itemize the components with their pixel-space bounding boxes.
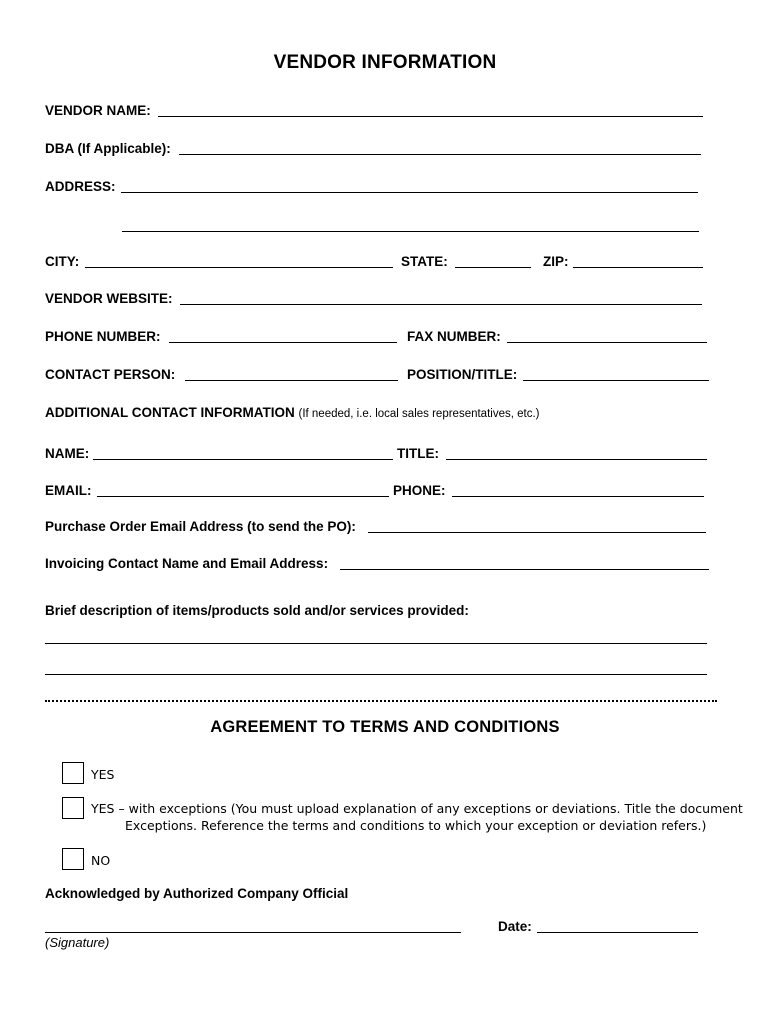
description-label: Brief description of items/products sold and/or services provided:	[45, 603, 469, 618]
contact-person-label: CONTACT PERSON:	[45, 367, 176, 382]
po-email-label: Purchase Order Email Address (to send the PO):	[45, 519, 356, 534]
yes-checkbox[interactable]	[62, 762, 84, 784]
additional-contact-heading	[45, 405, 539, 420]
phone2-field[interactable]	[452, 496, 704, 497]
yes-option-label: YES	[91, 767, 115, 782]
agreement-heading: AGREEMENT TO TERMS AND CONDITIONS	[210, 718, 560, 736]
title-field[interactable]	[446, 459, 707, 460]
additional-contact-note: (If needed, i.e. local sales representatives, etc.)	[298, 408, 540, 420]
contact-person-field[interactable]	[185, 380, 398, 381]
position-label: POSITION/TITLE:	[407, 367, 518, 382]
vendor-name-label: VENDOR NAME:	[45, 103, 151, 118]
phone2-label: PHONE:	[393, 483, 446, 498]
email-label: EMAIL:	[45, 483, 92, 498]
title-label: TITLE:	[397, 446, 439, 461]
yes-with-exceptions-label-continued: Exceptions. Reference the terms and conditions to which your exception or deviation refers.)	[125, 818, 707, 833]
dba-label: DBA (If Applicable):	[45, 141, 171, 156]
signature-caption: (Signature)	[45, 935, 110, 950]
website-field[interactable]	[180, 304, 702, 305]
name-field[interactable]	[93, 459, 393, 460]
no-checkbox[interactable]	[62, 848, 84, 870]
website-label: VENDOR WEBSITE:	[45, 291, 173, 306]
zip-field[interactable]	[573, 267, 703, 268]
description-line-2[interactable]	[45, 674, 707, 675]
invoicing-label: Invoicing Contact Name and Email Address:	[45, 556, 329, 571]
state-field[interactable]	[455, 267, 531, 268]
city-field[interactable]	[85, 267, 393, 268]
fax-field[interactable]	[507, 342, 707, 343]
description-line-1[interactable]	[45, 643, 707, 644]
additional-contact-title: ADDITIONAL CONTACT INFORMATION	[45, 405, 295, 420]
signature-field[interactable]	[45, 932, 461, 933]
yes-with-exceptions-checkbox[interactable]	[62, 797, 84, 819]
zip-label: ZIP:	[543, 254, 569, 269]
phone-field[interactable]	[169, 342, 397, 343]
state-label: STATE:	[401, 254, 448, 269]
no-option-label: NO	[91, 853, 111, 868]
position-field[interactable]	[523, 380, 709, 381]
date-field[interactable]	[537, 932, 698, 933]
email-field[interactable]	[97, 496, 389, 497]
page-title: VENDOR INFORMATION	[273, 52, 497, 73]
dba-field[interactable]	[179, 154, 701, 155]
vendor-name-field[interactable]	[158, 116, 703, 117]
city-label: CITY:	[45, 254, 80, 269]
fax-label: FAX NUMBER:	[407, 329, 501, 344]
address-field-line1[interactable]	[121, 192, 698, 193]
acknowledged-label: Acknowledged by Authorized Company Official	[45, 886, 349, 901]
invoicing-field[interactable]	[340, 569, 709, 570]
phone-label: PHONE NUMBER:	[45, 329, 161, 344]
name-label: NAME:	[45, 446, 90, 461]
date-label: Date:	[498, 919, 532, 934]
section-divider	[45, 700, 717, 702]
address-field-line2[interactable]	[122, 231, 699, 232]
yes-with-exceptions-label: YES – with exceptions (You must upload explanation of any exceptions or deviations. Title the document	[91, 801, 743, 816]
po-email-field[interactable]	[368, 532, 706, 533]
address-label: ADDRESS:	[45, 179, 116, 194]
